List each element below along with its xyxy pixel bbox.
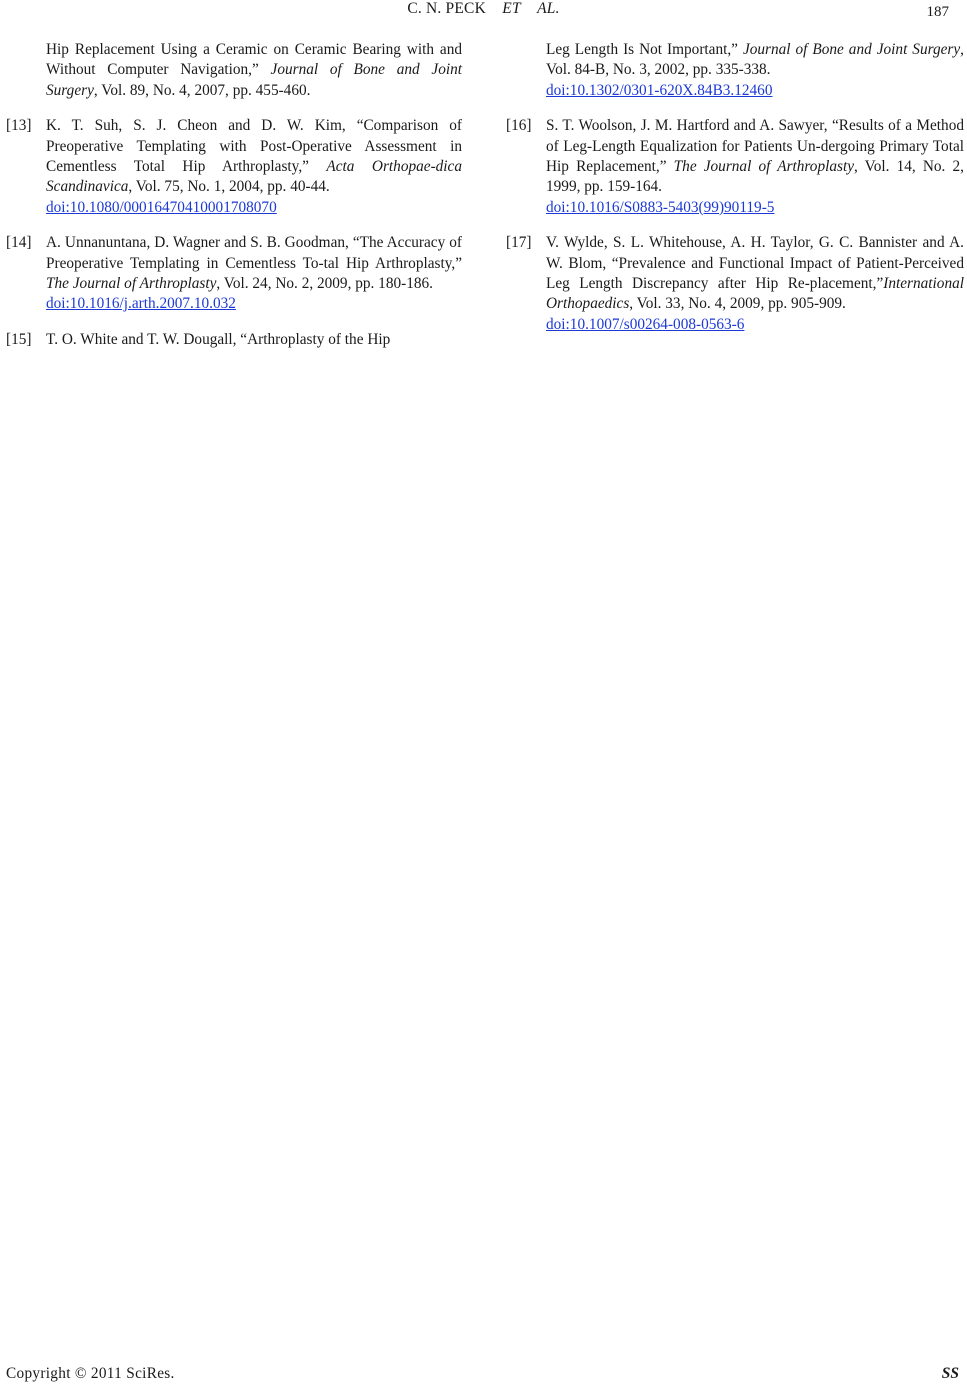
reference-14	[6, 233, 462, 315]
reference-journal: International Orthopaedics	[546, 275, 964, 313]
reference-journal: Journal of Bone and Joint Surgery	[742, 41, 961, 58]
reference-text: T. O. White and T. W. Dougall, “Arthroplasty of the Hip	[46, 330, 391, 348]
reference-16	[506, 116, 964, 218]
reference-15-continued	[506, 40, 964, 101]
reference-text: S. T. Woolson, J. M. Hartford and A. Sawyer, “Results of a Method of Leg-Length Equalization for Patients Un-dergoing Primary Total Hip Replacement,”	[546, 117, 964, 176]
page-number: 187	[926, 4, 949, 20]
reference-15	[6, 330, 462, 350]
reference-number: [14]	[6, 234, 32, 252]
copyright-notice: Copyright © 2011 SciRes.	[6, 1365, 175, 1382]
reference-details: , Vol. 84-B, No. 3, 2002, pp. 335-338.	[546, 41, 964, 79]
reference-details: , Vol. 24, No. 2, 2009, pp. 180-186.	[216, 275, 433, 293]
reference-journal: Journal of Bone and Joint Surgery	[46, 61, 462, 99]
reference-text: V. Wylde, S. L. Whitehouse, A. H. Taylor, G. C. Bannister and A. W. Blom, “Prevalence and Functional Impact of Patient-Perceived Leg Length Discrepancy after Hip Re-placement,”	[546, 234, 964, 293]
reference-number: [16]	[506, 117, 532, 135]
reference-journal: Acta Orthopae-dica Scandinavica	[46, 158, 462, 196]
reference-text: Hip Replacement Using a Ceramic on Ceramic Bearing with and Without Computer Navigation,”	[46, 41, 462, 79]
journal-code: SS	[941, 1365, 959, 1382]
reference-13	[6, 116, 462, 218]
reference-details: , Vol. 33, No. 4, 2009, pp. 905-909.	[629, 295, 846, 313]
reference-details: , Vol. 75, No. 1, 2004, pp. 40-44.	[128, 178, 330, 196]
reference-number: [17]	[506, 234, 532, 252]
reference-journal: The Journal of Arthroplasty	[46, 275, 217, 293]
running-head-al: AL.	[537, 0, 560, 17]
reference-details: , Vol. 89, No. 4, 2007, pp. 455-460.	[93, 81, 311, 99]
reference-journal: The Journal of Arthroplasty	[673, 158, 854, 176]
right-column	[506, 40, 964, 350]
reference-12-continued	[6, 40, 462, 101]
doi-link[interactable]: doi:10.1016/j.arth.2007.10.032	[46, 295, 236, 313]
reference-text: A. Unnanuntana, D. Wagner and S. B. Goodman, “The Accuracy of Preoperative Templating in Cementless To-tal Hip Arthroplasty,”	[46, 234, 462, 272]
reference-number: [15]	[6, 330, 32, 348]
left-column	[6, 40, 462, 365]
reference-17	[506, 233, 964, 335]
reference-text: Leg Length Is Not Important,”	[546, 41, 743, 58]
doi-link[interactable]: doi:10.1302/0301-620X.84B3.12460	[546, 81, 773, 99]
reference-text: K. T. Suh, S. J. Cheon and D. W. Kim, “Comparison of Preoperative Templating with Post-Operative Assessment in Cementless Total Hip Arthroplasty,”	[46, 117, 462, 176]
doi-link[interactable]: doi:10.1016/S0883-5403(99)90119-5	[546, 198, 775, 216]
doi-link[interactable]: doi:10.1080/00016470410001708070	[46, 198, 277, 216]
reference-number: [13]	[6, 117, 32, 135]
running-head-et: ET	[502, 0, 521, 17]
doi-link[interactable]: doi:10.1007/s00264-008-0563-6	[546, 315, 745, 333]
reference-details: , Vol. 14, No. 2, 1999, pp. 159-164.	[546, 158, 964, 196]
running-head	[0, 0, 967, 18]
running-head-author: C. N. PECK	[407, 0, 486, 17]
